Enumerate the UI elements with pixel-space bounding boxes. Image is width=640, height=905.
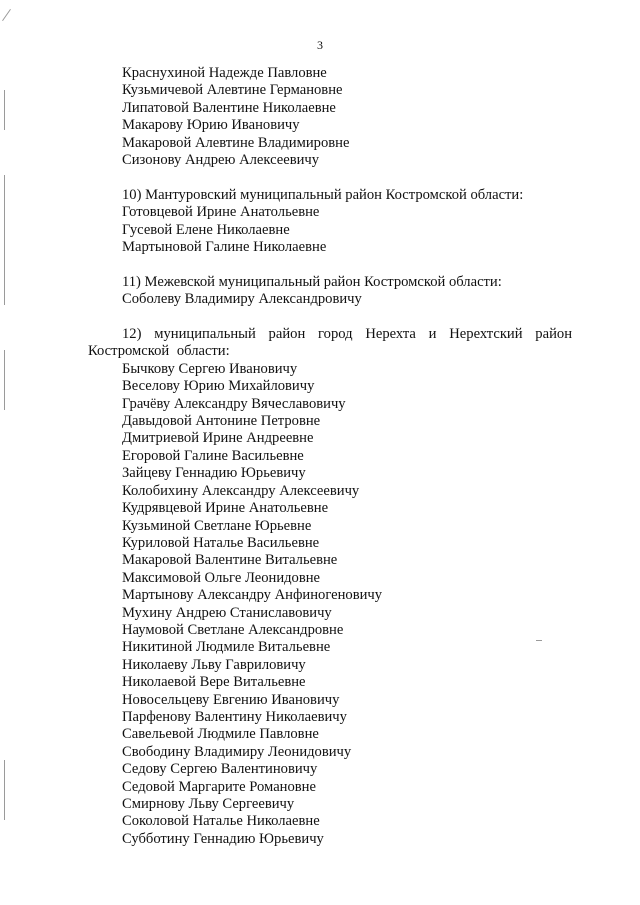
- list-item: Макаровой Алевтине Владимировне: [122, 134, 350, 151]
- section-12-name-list: [88, 361, 572, 848]
- list-item: Седову Сергею Валентиновичу: [122, 761, 318, 778]
- list-item: Мартынову Александру Анфиногеновичу: [122, 587, 383, 604]
- list-item: Седовой Маргарите Романовне: [122, 778, 316, 795]
- list-item: Бычкову Сергею Ивановичу: [122, 360, 298, 377]
- section-12-heading: 12) муниципальный район город Нерехта и Нерехтский район Костромской области:: [88, 326, 572, 360]
- list-item: Кузьминой Светлане Юрьевне: [122, 517, 312, 534]
- top-name-list: [88, 65, 572, 169]
- list-item: Новосельцеву Евгению Ивановичу: [122, 691, 340, 708]
- list-item: Субботину Геннадию Юрьевичу: [122, 830, 324, 847]
- list-item: Мухину Андрею Станиславовичу: [122, 604, 332, 621]
- list-item: Веселову Юрию Михайловичу: [122, 378, 315, 395]
- list-item: Соколовой Наталье Николаевне: [122, 813, 320, 830]
- list-item: Максимовой Ольге Леонидовне: [122, 569, 321, 586]
- list-item: Кузьмичевой Алевтине Германовне: [122, 82, 343, 99]
- section-10-heading: 10) Мантуровский муниципальный район Костромской области:: [122, 186, 524, 203]
- scan-mark-left-1: [4, 90, 5, 130]
- list-item: Николаевой Вере Витальевне: [122, 674, 306, 691]
- list-item: Соболеву Владимиру Александровичу: [122, 291, 362, 308]
- list-item: Макарову Юрию Ивановичу: [122, 117, 300, 134]
- section-11-name-list: [88, 291, 572, 308]
- list-item: Гусевой Елене Николаевне: [122, 221, 290, 238]
- section-10-name-list: [88, 204, 572, 256]
- section-11: [88, 274, 572, 309]
- list-item: Готовцевой Ирине Анатольевне: [122, 204, 320, 221]
- scan-mark-left-4: [4, 760, 5, 820]
- list-item: Парфенову Валентину Николаевичу: [122, 708, 347, 725]
- list-item: Николаеву Льву Гавриловичу: [122, 656, 306, 673]
- list-item: Свободину Владимиру Леонидовичу: [122, 743, 352, 760]
- list-item: Смирнову Льву Сергеевичу: [122, 796, 295, 813]
- list-item: Макаровой Валентине Витальевне: [122, 552, 338, 569]
- scan-mark-top: [2, 9, 11, 21]
- list-item: Липатовой Валентине Николаевне: [122, 99, 336, 116]
- list-item: Наумовой Светлане Александровне: [122, 621, 344, 638]
- page-number: 3: [317, 38, 323, 52]
- list-item: Мартыновой Галине Николаевне: [122, 239, 327, 256]
- list-item: Дмитриевой Ирине Андреевне: [122, 430, 314, 447]
- scan-mark-left-3: [4, 350, 5, 410]
- list-item: Егоровой Галине Васильевне: [122, 447, 304, 464]
- list-item: Савельевой Людмиле Павловне: [122, 726, 319, 743]
- scan-mark-left-2: [4, 175, 5, 305]
- section-10: [88, 187, 572, 257]
- list-item: Колобихину Александру Алексеевичу: [122, 482, 360, 499]
- list-item: Никитиной Людмиле Витальевне: [122, 639, 331, 656]
- list-item: Краснухиной Надежде Павловне: [122, 65, 327, 81]
- list-item: Куриловой Наталье Васильевне: [122, 534, 320, 551]
- list-item: Зайцеву Геннадию Юрьевичу: [122, 465, 306, 482]
- list-item: Грачёву Александру Вячеславовичу: [122, 395, 346, 412]
- list-item: Кудрявцевой Ирине Анатольевне: [122, 500, 329, 517]
- list-item: Давыдовой Антонине Петровне: [122, 413, 321, 430]
- document-body: [88, 65, 572, 848]
- list-item: Сизонову Андрею Алексеевичу: [122, 152, 320, 169]
- section-11-heading: 11) Межевской муниципальный район Костромской области:: [122, 273, 502, 290]
- section-12: [88, 326, 572, 848]
